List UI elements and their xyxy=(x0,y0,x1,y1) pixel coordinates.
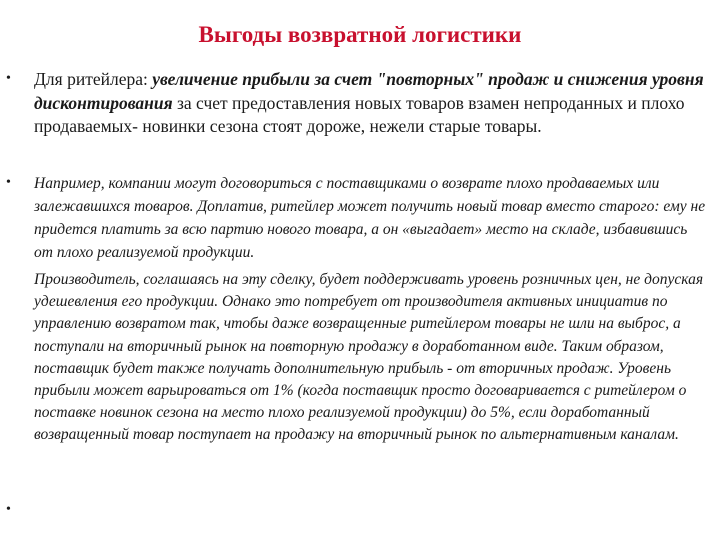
bullet-marker: • xyxy=(6,71,11,86)
retailer-benefit-paragraph xyxy=(34,68,706,139)
retailer-lead-text: Для ритейлера: xyxy=(34,69,153,89)
bullet-marker: • xyxy=(6,175,11,190)
bullet-marker: • xyxy=(6,502,11,517)
manufacturer-paragraph: Производитель, соглашаясь на эту сделку, будет поддерживать уровень розничных цен, не допуская удешевления его продукции. Однако это потребует от производителя активных инициатив по управлению возвратом так, чтобы даже возвращенные ритейлером товары не шли на выброс, а поступали на вторичный рынок на повторную продажу в доработанном виде. Таким образом, поставщик будет также получать дополнительную прибыль - от вторичных продаж. Уровень прибыли может варьироваться от 1% (когда поставщик просто договаривается с ритейлером о поставке новинок сезона на место плохо реализуемой продукции) до 5%, если доработанный возвращенный товар поступает на продажу на вторичный рынок по альтернативным каналам. xyxy=(34,271,704,444)
example-paragraph: Например, компании могут договориться с поставщиками о возврате плохо продаваемых или залежавшихся товаров. Доплатив, ритейлер может получить новый товар вместо старого: ему не придется платить за всю партию нового товара, а он «выгадает» место на складе, избавившись от плохо реализуемой продукции. xyxy=(34,175,706,261)
retailer-rest-text: за счет предоставления новых товаров взамен непроданных и плохо продаваемых- новинки сезона стоят дороже, нежели старые товары. xyxy=(34,92,685,136)
page-title: Выгоды возвратной логистики xyxy=(198,22,522,47)
retailer-emphasis-text: увеличение прибыли за счет "повторных" продаж и снижения уровня дисконтирования xyxy=(34,69,704,113)
